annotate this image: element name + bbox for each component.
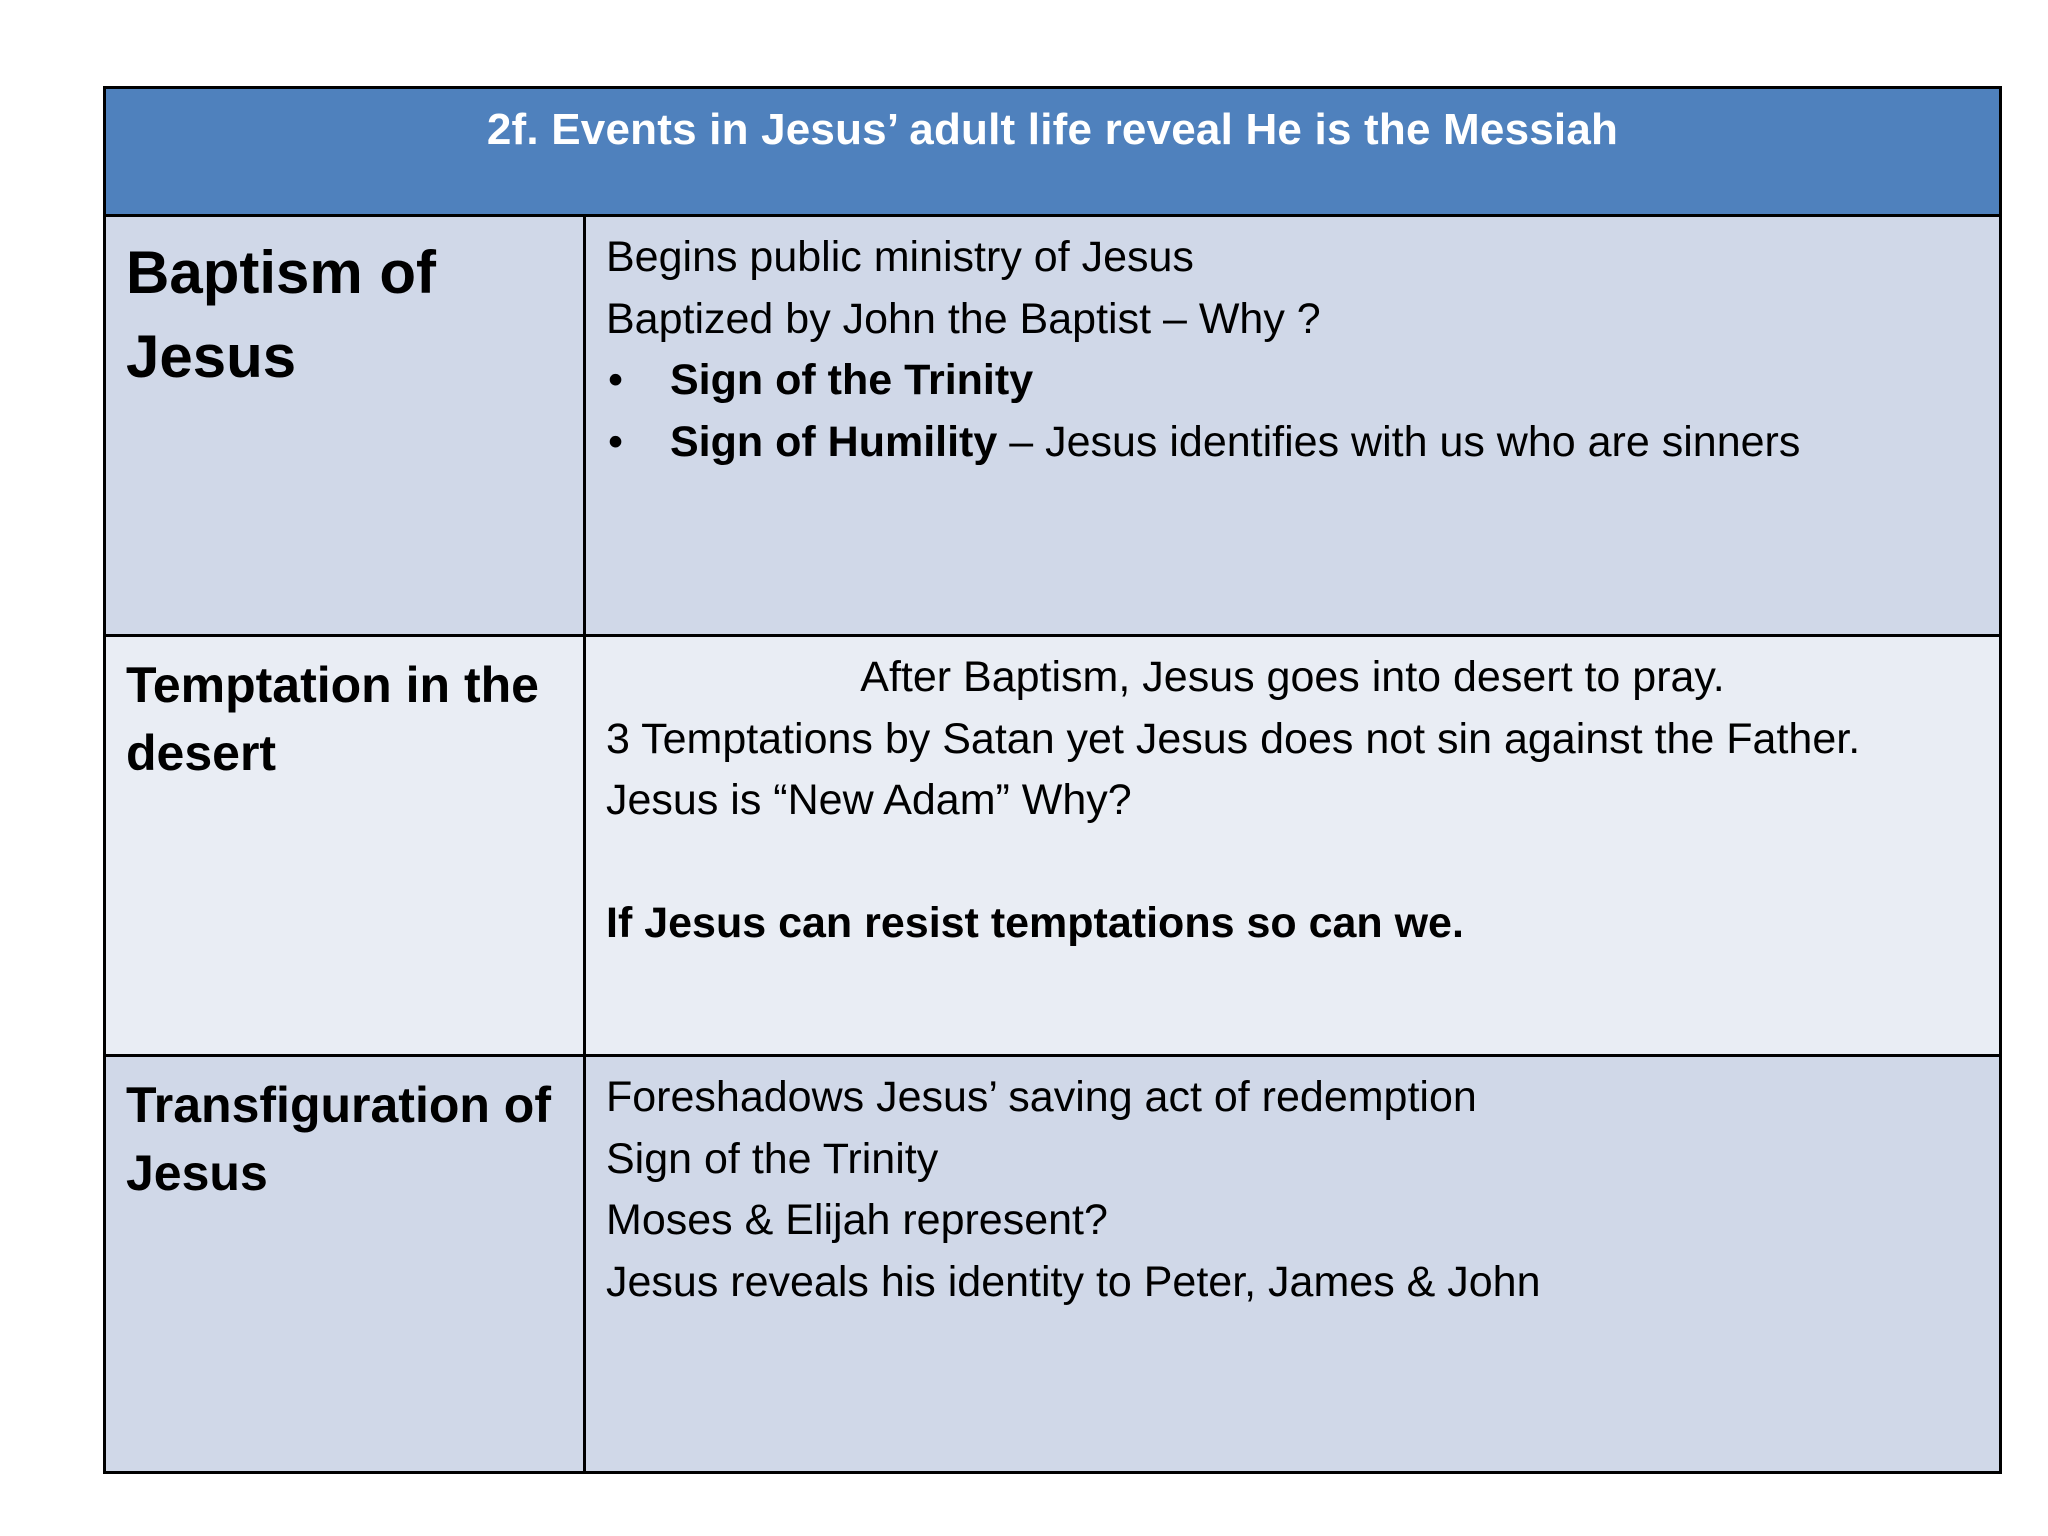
bullet-bold-text: Sign of Humility — [670, 417, 998, 466]
bullet-text: – Jesus identifies with us who are sinners — [997, 417, 1801, 466]
content-line: Jesus is “New Adam” Why? — [606, 776, 1132, 824]
content-line: Baptized by John the Baptist – Why ? — [606, 294, 1321, 343]
content-line: Moses & Elijah represent? — [606, 1196, 1108, 1244]
row-label-baptism — [126, 231, 566, 399]
table-header — [106, 89, 1999, 217]
blank-line — [606, 832, 1979, 894]
row-label-line: Temptation in the — [126, 657, 539, 713]
content-line: 3 Temptations by Satan yet Jesus does not sin against the Father. — [606, 714, 1861, 763]
table-row-transfiguration — [106, 1057, 1999, 1471]
row-label-line: Jesus — [126, 323, 297, 390]
row-label-line: Transfiguration of — [126, 1077, 551, 1133]
row-label-transfiguration — [126, 1071, 566, 1207]
content-line: Foreshadows Jesus’ saving act of redemption — [606, 1073, 1477, 1121]
column-divider — [583, 217, 586, 1471]
table-row-temptation — [106, 637, 1999, 1057]
content-line: After Baptism, Jesus goes into desert to pray. — [860, 653, 1725, 701]
table-title: 2f. Events in Jesus’ adult life reveal He is the Messiah — [486, 105, 1619, 154]
bullet-icon: • — [608, 356, 624, 404]
row-label-line: Baptism of — [126, 239, 437, 306]
bullet-item — [606, 350, 1979, 412]
bullet-icon: • — [608, 417, 624, 466]
row-label-temptation — [126, 651, 566, 787]
row-content-baptism — [606, 227, 1979, 473]
bullet-bold-text: Sign of the Trinity — [670, 356, 1034, 404]
content-line: Jesus reveals his identity to Peter, James & John — [606, 1257, 1541, 1306]
table-row-baptism — [106, 217, 1999, 637]
row-content-transfiguration — [606, 1067, 1979, 1313]
bullet-item — [606, 412, 1979, 474]
content-line: Begins public ministry of Jesus — [606, 233, 1194, 281]
row-label-line: desert — [126, 725, 277, 781]
content-line: Sign of the Trinity — [606, 1134, 939, 1183]
events-table — [103, 86, 2002, 1474]
emphasis-line: If Jesus can resist temptations so can we. — [606, 899, 1464, 947]
row-label-line: Jesus — [126, 1145, 268, 1201]
row-content-temptation — [606, 647, 1979, 955]
